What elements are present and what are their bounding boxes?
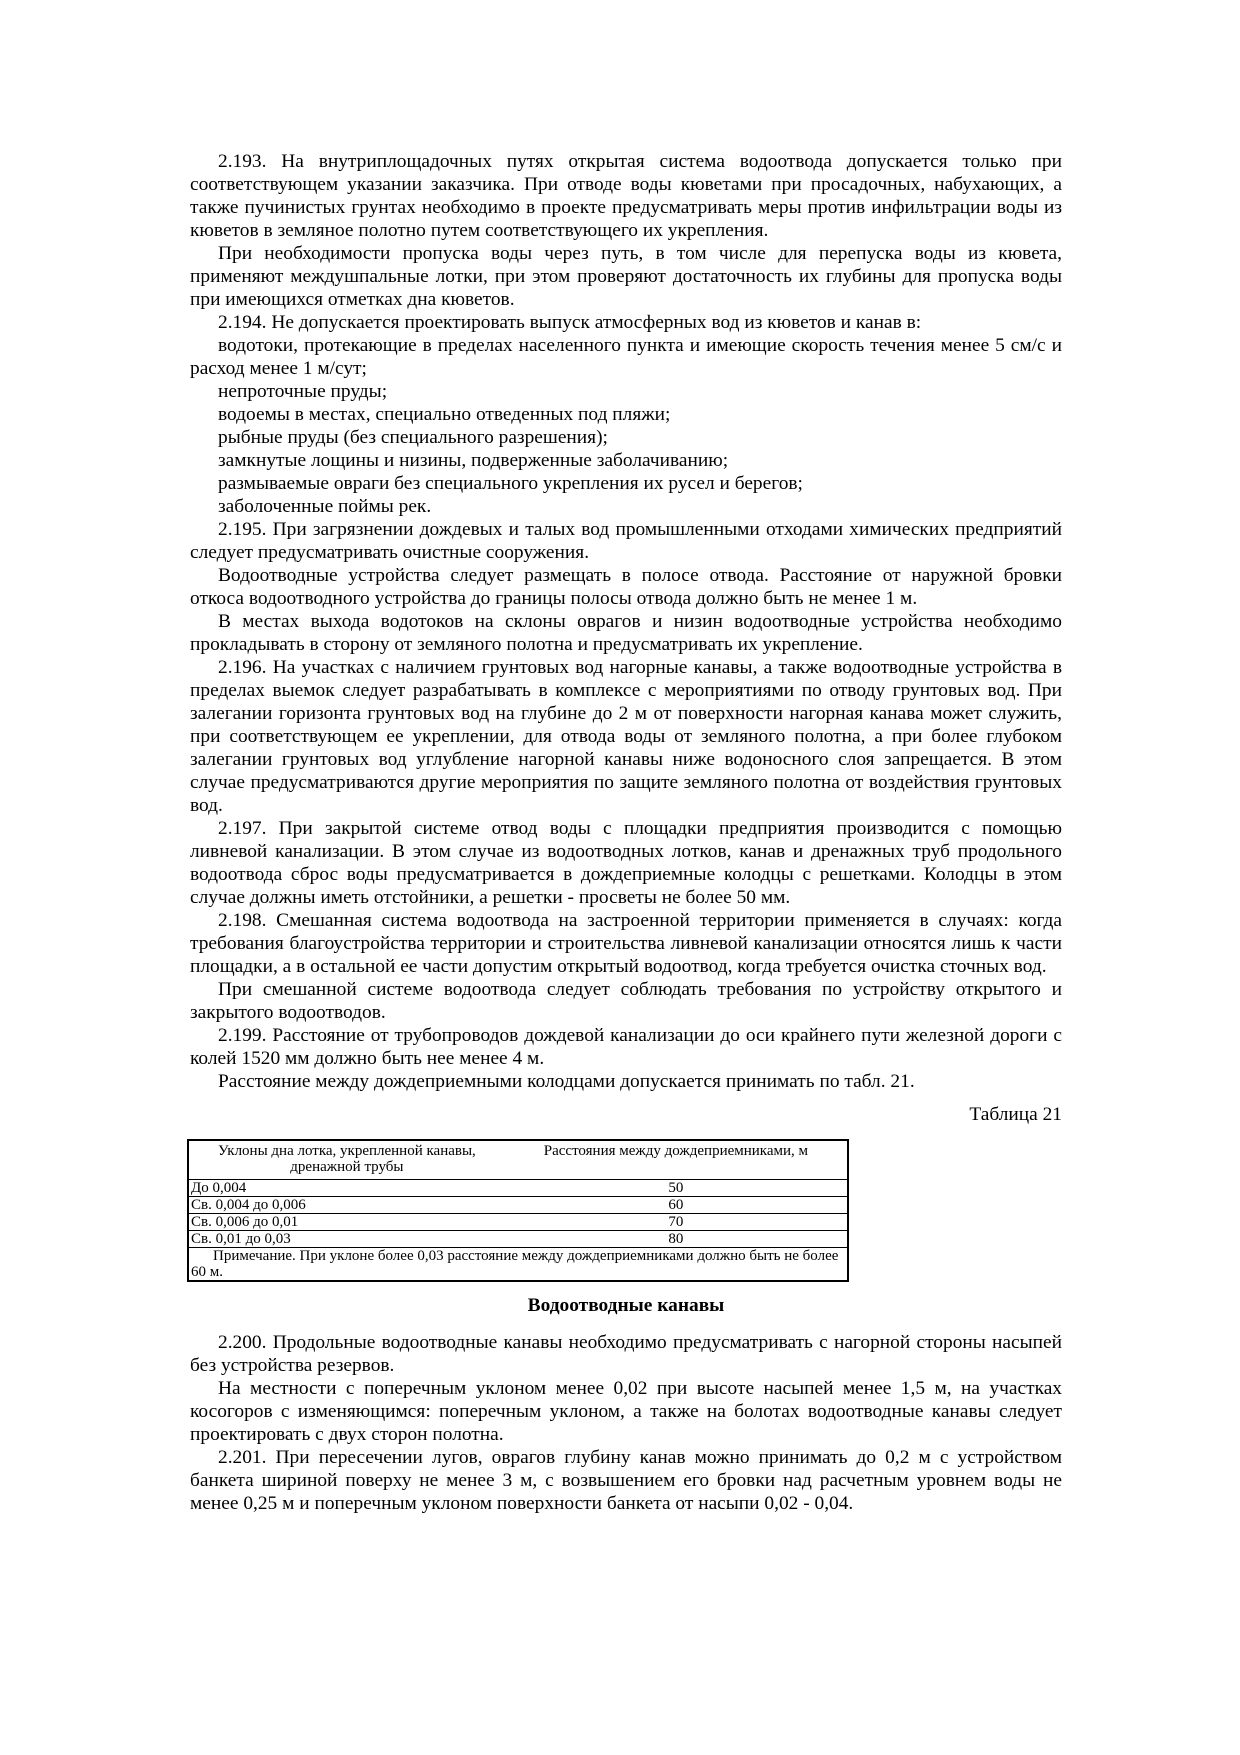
paragraph-table-reference: Расстояние между дождеприемными колодцами допускается принимать по табл. 21. bbox=[218, 1071, 915, 1092]
list-item-watercourses: водотоки, протекающие в пределах населенного пункта и имеющие скорость течения менее 5 см/с и расход менее 1 м/сут; bbox=[190, 335, 1062, 379]
paragraph-2-200: 2.200. Продольные водоотводные канавы необходимо предусматривать с нагорной стороны насыпей без устройства резервов. bbox=[190, 1332, 1062, 1376]
document-page bbox=[190, 150, 1062, 1515]
paragraph-2-201: 2.201. При пересечении лугов, оврагов глубину канав можно принимать до 0,2 м с устройством банкета шириной поверху не менее 3 м, с возвышением его бровки над расчетным уровнем воды не менее 0,25 м и поперечным уклоном поверхности банкета от насыпи 0,02 - 0,04. bbox=[190, 1447, 1062, 1514]
paragraph-2-198: 2.198. Смешанная система водоотвода на застроенной территории применяется в случаях: когда требования благоустройства территории и строительства ливневой канализации относятся лишь к части площадки, а в остальной ее части допустим открытый водоотвод, когда требуется очистка сточных вод. bbox=[190, 910, 1062, 977]
paragraph-pipe-passage: При необходимости пропуска воды через путь, в том числе для перепуска воды из кювета, применяют междушпальные лотки, при этом проверяют достаточность их глубины для пропуска воды при имеющихся отметках дна кюветов. bbox=[190, 243, 1062, 310]
table-row bbox=[188, 1197, 848, 1214]
paragraph-ravine-outlets: В местах выхода водотоков на склоны оврагов и низин водоотводные устройства необходимо прокладывать в сторону от земляного полотна и предусматривать их укрепление. bbox=[190, 611, 1062, 655]
paragraph-2-193: 2.193. На внутриплощадочных путях открытая система водоотвода допускается только при соответствующем указании заказчика. При отводе воды кюветами при просадочных, набухающих, а также пучинистых грунтах необходимо в проекте предусматривать меры против инфильтрации воды из кюветов в земляное полотно путем соответствующего их укрепления. bbox=[190, 151, 1062, 241]
table-header-distance: Расстояния между дождеприемниками, м bbox=[505, 1140, 848, 1180]
paragraph-2-197: 2.197. При закрытой системе отвод воды с площадки предприятия производится с помощью ливневой канализации. В этом случае из водоотводных лотков, канав и дренажных труб продольного водоотвода сброс воды предусматривается в дождеприемные колодцы с решетками. Колодцы в этом случае должны иметь отстойники, а решетки - просветы не более 50 мм. bbox=[190, 818, 1062, 908]
paragraph-cross-slope: На местности с поперечным уклоном менее 0,02 при высоте насыпей менее 1,5 м, на участках косогоров с изменяющимся: поперечным уклоном, а также на болотах водоотводные канавы следует проектировать с двух сторон полотна. bbox=[190, 1378, 1062, 1445]
list-item-hollows: замкнутые лощины и низины, подверженные заболачиванию; bbox=[218, 450, 729, 471]
spacing-table bbox=[187, 1139, 849, 1282]
table-row bbox=[188, 1231, 848, 1248]
list-item-fish-ponds: рыбные пруды (без специального разрешения); bbox=[218, 427, 608, 448]
paragraph-2-194: 2.194. Не допускается проектировать выпуск атмосферных вод из кюветов и канав в: bbox=[218, 312, 922, 333]
table-note-row bbox=[188, 1248, 848, 1282]
list-item-beaches: водоемы в местах, специально отведенных под пляжи; bbox=[218, 404, 671, 425]
paragraph-2-199: 2.199. Расстояние от трубопроводов дождевой канализации до оси крайнего пути железной дороги с колей 1520 мм должно быть нее менее 4 м. bbox=[190, 1025, 1062, 1069]
table-cell-slope: Св. 0,006 до 0,01 bbox=[188, 1214, 505, 1231]
table-cell-distance: 80 bbox=[505, 1231, 848, 1248]
table-caption: Таблица 21 bbox=[969, 1104, 1062, 1125]
paragraph-drainage-placement: Водоотводные устройства следует размещать в полосе отвода. Расстояние от наружной бровки откоса водоотводного устройства до границы полосы отвода должно быть не менее 1 м. bbox=[190, 565, 1062, 609]
list-item-ravines: размываемые овраги без специального укрепления их русел и берегов; bbox=[218, 473, 803, 494]
table-cell-distance: 50 bbox=[668, 1180, 684, 1196]
table-cell-slope: Св. 0,01 до 0,03 bbox=[188, 1231, 505, 1248]
table-cell-distance: 60 bbox=[505, 1197, 848, 1214]
paragraph-2-196: 2.196. На участках с наличием грунтовых вод нагорные канавы, а также водоотводные устройства в пределах выемок следует разрабатывать в комплексе с мероприятиями по отводу грунтовых вод. При залегании горизонта грунтовых вод на глубине до 2 м от поверхности нагорная канава может служить, при соответствующем ее укреплении, для отвода воды от земляного полотна, а при более глубоком залегании грунтовых вод углубление нагорной канавы ниже водоносного слоя запрещается. В этом случае предусматриваются другие мероприятия по защите земляного полотна от воздействия грунтовых вод. bbox=[190, 657, 1062, 816]
section-heading: Водоотводные канавы bbox=[527, 1295, 725, 1316]
table-note: Примечание. При уклоне более 0,03 расстояние между дождеприемниками должно быть не более 60 м. bbox=[188, 1248, 848, 1282]
table-cell-distance: 70 bbox=[505, 1214, 848, 1231]
table-cell-slope: Св. 0,004 до 0,006 bbox=[188, 1197, 505, 1214]
paragraph-2-195: 2.195. При загрязнении дождевых и талых вод промышленными отходами химических предприятий следует предусматривать очистные сооружения. bbox=[190, 519, 1062, 563]
table-header-slope: Уклоны дна лотка, укрепленной канавы, дренажной трубы bbox=[188, 1140, 505, 1180]
table-row bbox=[188, 1180, 848, 1197]
table-row bbox=[188, 1214, 848, 1231]
list-item-floodplains: заболоченные поймы рек. bbox=[218, 496, 432, 517]
list-item-ponds: непроточные пруды; bbox=[218, 381, 388, 402]
table-header-row bbox=[188, 1140, 848, 1180]
paragraph-mixed-system: При смешанной системе водоотвода следует соблюдать требования по устройству открытого и закрытого водоотводов. bbox=[190, 979, 1062, 1023]
table-cell-slope: До 0,004 bbox=[191, 1180, 247, 1196]
